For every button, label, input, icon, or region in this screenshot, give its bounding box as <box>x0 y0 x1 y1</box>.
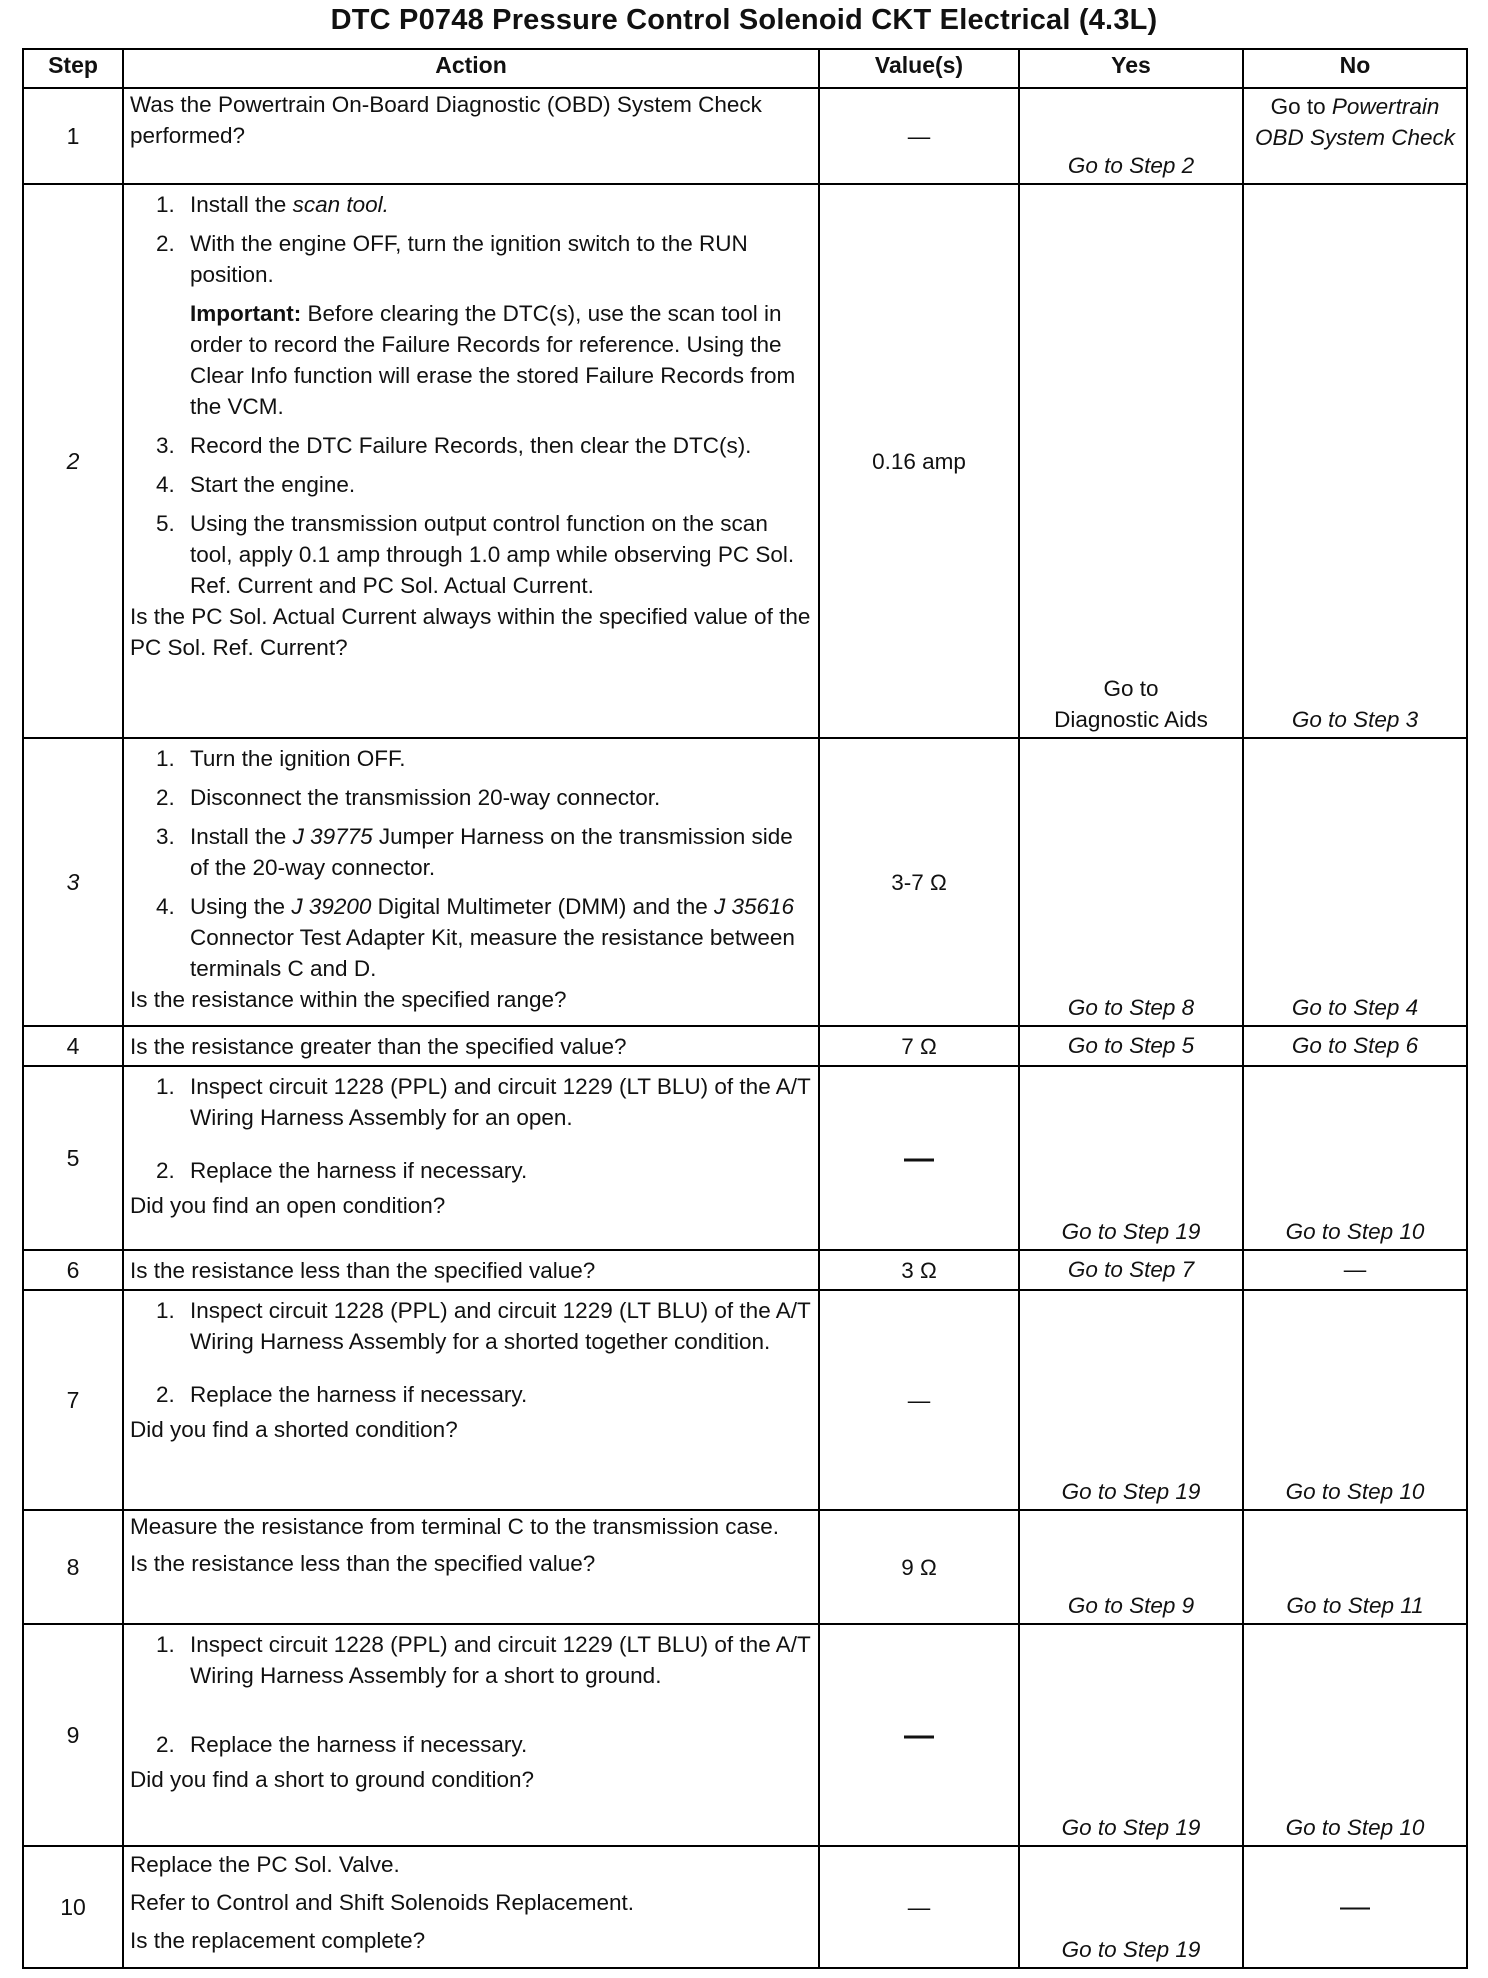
list-item <box>130 743 814 774</box>
action-cell <box>123 1624 819 1846</box>
step-number: 2 <box>23 184 123 738</box>
item-number: 3. <box>156 433 175 458</box>
no-cell: — <box>1243 1250 1467 1290</box>
action-cell <box>123 1066 819 1250</box>
item-text: Inspect circuit 1228 (PPL) and circuit 1229 (LT BLU) of the A/T Wiring Harness Assembly for a short to ground. <box>190 1632 811 1688</box>
list-item <box>130 508 814 601</box>
list-item <box>130 430 814 461</box>
action-cell <box>123 88 819 184</box>
list-item <box>130 189 814 220</box>
question-text: Is the PC Sol. Actual Current always within the specified value of the PC Sol. Ref. Current? <box>130 604 811 660</box>
yes-text-line1: Go to <box>1103 676 1159 701</box>
yes-cell: Go to Step 8 <box>1019 738 1243 1026</box>
yes-cell <box>1019 184 1243 738</box>
value-cell: 0.16 amp <box>819 184 1019 738</box>
list-item <box>130 1071 814 1133</box>
step-number: 6 <box>23 1250 123 1290</box>
item-number: 1. <box>156 192 175 217</box>
question-text: Was the Powertrain On-Board Diagnostic (OBD) System Check performed? <box>130 92 762 148</box>
yes-cell: Go to Step 19 <box>1019 1624 1243 1846</box>
header-no: No <box>1243 49 1467 88</box>
tool-name: J 39775 <box>292 824 373 849</box>
step-number: 8 <box>23 1510 123 1624</box>
table-header-row <box>23 49 1467 88</box>
item-text: Start the engine. <box>190 472 356 497</box>
value-cell: — <box>819 1624 1019 1846</box>
yes-cell: Go to Step 19 <box>1019 1846 1243 1968</box>
action-cell <box>123 1250 819 1290</box>
question-text: Is the resistance greater than the specified value? <box>130 1033 627 1059</box>
yes-cell: Go to Step 5 <box>1019 1026 1243 1066</box>
no-cell: Go to Step 10 <box>1243 1066 1467 1250</box>
question-text: Did you find an open condition? <box>130 1193 446 1218</box>
list-item <box>130 821 814 883</box>
step-number: 1 <box>23 88 123 184</box>
item-text: Replace the harness if necessary. <box>190 1732 528 1757</box>
step-number: 7 <box>23 1290 123 1510</box>
item-text: With the engine OFF, turn the ignition switch to the RUN position. <box>190 231 748 287</box>
table-row-step-3 <box>23 738 1467 1026</box>
table-row-step-7 <box>23 1290 1467 1510</box>
item-number: 2. <box>156 1382 175 1407</box>
list-item <box>130 469 814 500</box>
question-text: Is the resistance within the specified range? <box>130 987 567 1012</box>
question-text: Is the replacement complete? <box>130 1928 426 1953</box>
list-item <box>130 891 814 984</box>
item-number: 2. <box>156 231 175 256</box>
item-number: 5. <box>156 511 175 536</box>
header-step: Step <box>23 49 123 88</box>
no-cell: Go to Step 6 <box>1243 1026 1467 1066</box>
list-item <box>130 1155 814 1186</box>
diagnostic-table <box>22 48 1468 1969</box>
yes-cell: Go to Step 7 <box>1019 1250 1243 1290</box>
item-number: 1. <box>156 746 175 771</box>
important-text: Before clearing the DTC(s), use the scan tool in order to record the Failure Records for reference. Using the Clear Info function will erase the stored Failure Records from the VCM. <box>190 301 796 419</box>
list-item <box>130 1379 814 1410</box>
yes-cell: Go to Step 19 <box>1019 1066 1243 1250</box>
value-cell: 3-7 Ω <box>819 738 1019 1026</box>
action-cell <box>123 738 819 1026</box>
item-text: Connector Test Adapter Kit, measure the resistance between terminals C and D. <box>190 925 795 981</box>
item-text: Replace the harness if necessary. <box>190 1382 528 1407</box>
item-text: Inspect circuit 1228 (PPL) and circuit 1229 (LT BLU) of the A/T Wiring Harness Assembly for a shorted together condition. <box>190 1298 811 1354</box>
no-cell: Go to Step 4 <box>1243 738 1467 1026</box>
step-number: 10 <box>23 1846 123 1968</box>
list-item <box>130 1629 814 1691</box>
item-text: Using the transmission output control function on the scan tool, apply 0.1 amp through 1.0 amp while observing PC Sol. Ref. Current and PC Sol. Actual Current. <box>190 511 795 598</box>
instruction-text: Refer to Control and Shift Solenoids Replacement. <box>130 1890 635 1915</box>
action-cell <box>123 184 819 738</box>
value-cell: — <box>819 1846 1019 1968</box>
item-text: Digital Multimeter (DMM) and the <box>371 894 714 919</box>
action-cell <box>123 1510 819 1624</box>
question-text: Is the resistance less than the specified value? <box>130 1551 596 1576</box>
value-cell: — <box>819 1066 1019 1250</box>
tool-name: J 35616 <box>713 894 795 919</box>
question-text: Is the resistance less than the specified value? <box>130 1257 596 1283</box>
no-cell: Go to Step 10 <box>1243 1624 1467 1846</box>
item-number: 4. <box>156 472 175 497</box>
value-cell: 9 Ω <box>819 1510 1019 1624</box>
table-row-step-1 <box>23 88 1467 184</box>
step-number: 3 <box>23 738 123 1026</box>
table-row-step-10 <box>23 1846 1467 1968</box>
list-item <box>130 782 814 813</box>
important-label: Important: <box>190 301 302 326</box>
item-text: Install the <box>190 824 293 849</box>
no-text-prefix: Go to <box>1270 94 1332 119</box>
item-number: 3. <box>156 824 175 849</box>
action-cell <box>123 1026 819 1066</box>
step-number: 9 <box>23 1624 123 1846</box>
item-number: 2. <box>156 785 175 810</box>
value-cell: 3 Ω <box>819 1250 1019 1290</box>
tool-name: J 39200 <box>291 894 372 919</box>
no-cell: Go to Step 10 <box>1243 1290 1467 1510</box>
table-row-step-2 <box>23 184 1467 738</box>
step-number: 5 <box>23 1066 123 1250</box>
no-cell <box>1243 88 1467 184</box>
important-note <box>130 298 814 422</box>
question-text: Did you find a short to ground condition? <box>130 1767 535 1792</box>
value-cell: — <box>819 1290 1019 1510</box>
header-action: Action <box>123 49 819 88</box>
table-row-step-8 <box>23 1510 1467 1624</box>
no-cell: — <box>1243 1846 1467 1968</box>
action-cell <box>123 1846 819 1968</box>
yes-cell: Go to Step 9 <box>1019 1510 1243 1624</box>
step-number: 4 <box>23 1026 123 1066</box>
instruction-text: Measure the resistance from terminal C to the transmission case. <box>130 1514 780 1539</box>
item-number: 1. <box>156 1632 175 1657</box>
item-number: 2. <box>156 1732 175 1757</box>
instruction-text: Replace the PC Sol. Valve. <box>130 1852 400 1877</box>
item-number: 4. <box>156 894 175 919</box>
yes-cell: Go to Step 2 <box>1019 88 1243 184</box>
item-text: Record the DTC Failure Records, then clear the DTC(s). <box>190 433 752 458</box>
table-row-step-5 <box>23 1066 1467 1250</box>
list-item <box>130 1295 814 1357</box>
value-cell: — <box>819 88 1019 184</box>
item-text: Disconnect the transmission 20-way connector. <box>190 785 661 810</box>
item-number: 2. <box>156 1158 175 1183</box>
yes-cell: Go to Step 19 <box>1019 1290 1243 1510</box>
item-text: Jumper Harness on the transmission side of the 20-way connector. <box>190 824 793 880</box>
item-text-tool: scan tool. <box>292 192 389 217</box>
item-number: 1. <box>156 1074 175 1099</box>
header-values: Value(s) <box>819 49 1019 88</box>
yes-text-line2: Diagnostic Aids <box>1054 707 1208 732</box>
no-cell: Go to Step 11 <box>1243 1510 1467 1624</box>
page-title: DTC P0748 Pressure Control Solenoid CKT Electrical (4.3L) <box>330 4 1158 36</box>
value-cell: 7 Ω <box>819 1026 1019 1066</box>
item-text: Inspect circuit 1228 (PPL) and circuit 1229 (LT BLU) of the A/T Wiring Harness Assembly for an open. <box>190 1074 811 1130</box>
item-text: Install the <box>190 192 293 217</box>
no-cell: Go to Step 3 <box>1243 184 1467 738</box>
question-text: Did you find a shorted condition? <box>130 1417 458 1442</box>
item-text: Using the <box>190 894 292 919</box>
header-yes: Yes <box>1019 49 1243 88</box>
table-row-step-6 <box>23 1250 1467 1290</box>
item-text: Turn the ignition OFF. <box>190 746 406 771</box>
no-text-link: Powertrain OBD System Check <box>1254 94 1456 150</box>
item-text: Replace the harness if necessary. <box>190 1158 528 1183</box>
item-number: 1. <box>156 1298 175 1323</box>
list-item <box>130 228 814 290</box>
list-item <box>130 1729 814 1760</box>
table-row-step-9 <box>23 1624 1467 1846</box>
action-cell <box>123 1290 819 1510</box>
table-row-step-4 <box>23 1026 1467 1066</box>
